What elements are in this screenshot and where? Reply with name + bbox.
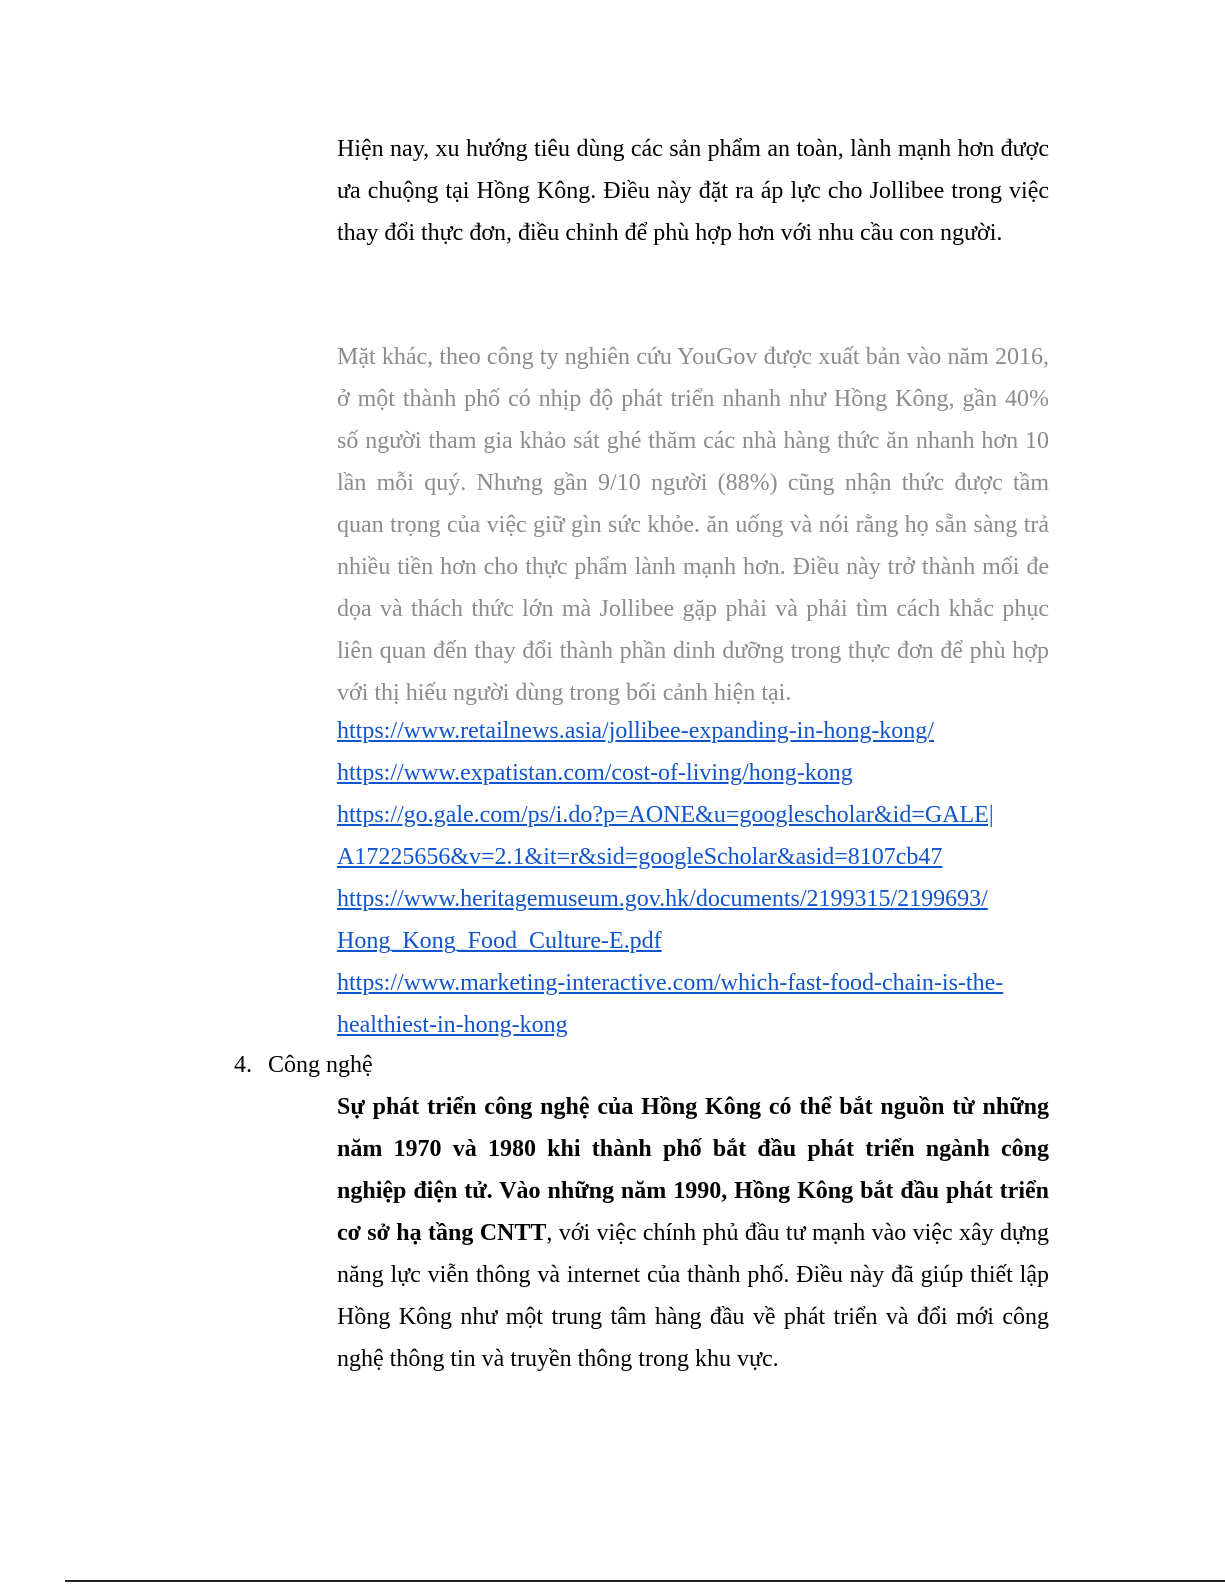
page-bottom-rule [65, 1580, 1225, 1582]
section-title: Công nghệ [268, 1052, 373, 1078]
paragraph-technology-regular: , với việc chính phủ đầu tư mạnh vào việc xây dựng năng lực viễn thông và internet của thành phố. Điều này đã giúp thiết lập Hồng Kông như một trung tâm hàng đầu về phát triển và đổi mới công nghệ thông tin và truyền thông trong khu vực. [337, 1220, 1050, 1372]
paragraph-yougov-survey: Mặt khác, theo công ty nghiên cứu YouGov được xuất bản vào năm 2016, ở một thành phố có nhịp độ phát triển nhanh như Hồng Kông, gần 40% số người tham gia khảo sát ghé thăm các nhà hàng thức ăn nhanh hơn 10 lần mỗi quý. Nhưng gần 9/10 người (88%) cũng nhận thức được tầm quan trọng của việc giữ gìn sức khỏe. ăn uống và nói rằng họ sẵn sàng trả nhiều tiền hơn cho thực phẩm lành mạnh hơn. Điều này trở thành mối đe dọa và thách thức lớn mà Jollibee gặp phải và phải tìm cách khắc phục liên quan đến thay đổi thành phần dinh dưỡng trong thực đơn để phù hợp với thị hiếu người dùng trong bối cảnh hiện tại. [337, 344, 1049, 706]
link-heritagemuseum-line-2[interactable]: Hong_Kong_Food_Culture-E.pdf [337, 928, 662, 954]
link-gale-line-2[interactable]: A17225656&v=2.1&it=r&sid=googleScholar&asid=8107cb47 [337, 844, 943, 870]
link-marketing-interactive-line-1[interactable]: https://www.marketing-interactive.com/which-fast-food-chain-is-the- [337, 970, 1004, 996]
reference-links [337, 710, 1049, 1046]
link-expatistan[interactable]: https://www.expatistan.com/cost-of-living/hong-kong [337, 760, 853, 786]
paragraph-consumer-trend: Hiện nay, xu hướng tiêu dùng các sản phẩm an toàn, lành mạnh hơn được ưa chuộng tại Hồng Kông. Điều này đặt ra áp lực cho Jollibee trong việc thay đổi thực đơn, điều chỉnh để phù hợp hơn với nhu cầu con người. [337, 136, 1049, 246]
section-number: 4. [234, 1052, 252, 1078]
link-retailnews[interactable]: https://www.retailnews.asia/jollibee-expanding-in-hong-kong/ [337, 718, 934, 744]
link-gale-line-1[interactable]: https://go.gale.com/ps/i.do?p=AONE&u=googlescholar&id=GALE| [337, 802, 994, 828]
link-heritagemuseum-line-1[interactable]: https://www.heritagemuseum.gov.hk/documents/2199315/2199693/ [337, 886, 988, 912]
link-marketing-interactive-line-2[interactable]: healthiest-in-hong-kong [337, 1012, 568, 1038]
section-heading-technology [234, 1044, 373, 1086]
paragraph-technology [337, 1086, 1049, 1380]
paragraph-technology-bold: Sự phát triển công nghệ của Hồng Kông có thể bắt nguồn từ những năm 1970 và 1980 khi thành phố bắt đầu phát triển ngành công nghiệp điện tử. Vào những năm 1990, Hồng Kông bắt đầu phát triển cơ sở hạ tầng CNTT [337, 1094, 1049, 1246]
